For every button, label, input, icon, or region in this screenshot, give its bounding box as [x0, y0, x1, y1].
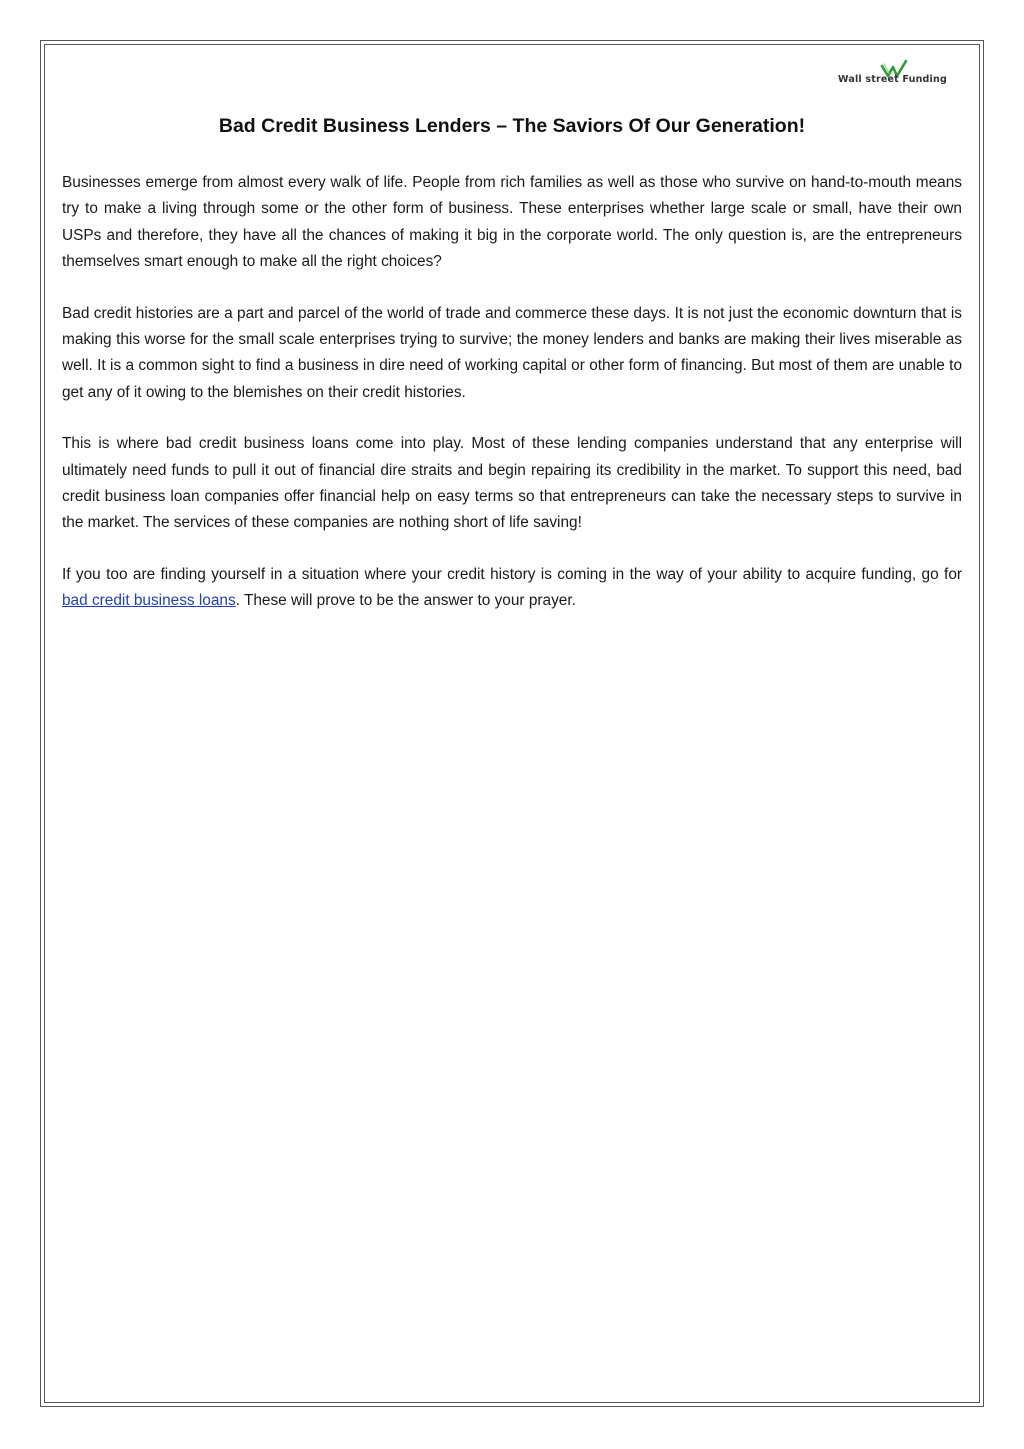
paragraph-2: Bad credit histories are a part and parcel of the world of trade and commerce these days. It is not just the economic downturn that is making this worse for the small scale enterprises trying to survive; the money lenders and banks are making their lives miserable as well. It is a common sight to find a business in dire need of working capital or other form of financing. But most of them are unable to get any of it owing to the blemishes on their credit histories.: [62, 304, 962, 401]
company-logo: [838, 60, 964, 90]
paragraph-4-text-before: If you too are finding yourself in a situation where your credit history is coming in the way of your ability to acquire funding, go for: [62, 565, 962, 583]
document-body: [62, 170, 962, 640]
paragraph-4-text-after: . These will prove to be the answer to your prayer.: [235, 592, 576, 610]
paragraph-1: Businesses emerge from almost every walk of life. People from rich families as well as those who survive on hand-to-mouth means try to make a living through some or the other form of business. These enterprises whether large scale or small, have their own USPs and therefore, they have all the chances of making it big in the corporate world. The only question is, are the entrepreneurs themselves smart enough to make all the right choices?: [62, 174, 962, 271]
paragraph-4: [62, 562, 962, 615]
logo-text: Wall street Funding: [838, 74, 947, 85]
bad-credit-business-loans-link[interactable]: bad credit business loans: [62, 592, 236, 610]
document-title: Bad Credit Business Lenders – The Saviors Of Our Generation!: [218, 115, 806, 137]
paragraph-3: This is where bad credit business loans come into play. Most of these lending companies understand that any enterprise will ultimately need funds to pull it out of financial dire straits and begin repairing its credibility in the market. To support this need, bad credit business loan companies offer financial help on easy terms so that entrepreneurs can take the necessary steps to survive in the market. The services of these companies are nothing short of life saving!: [62, 435, 962, 532]
